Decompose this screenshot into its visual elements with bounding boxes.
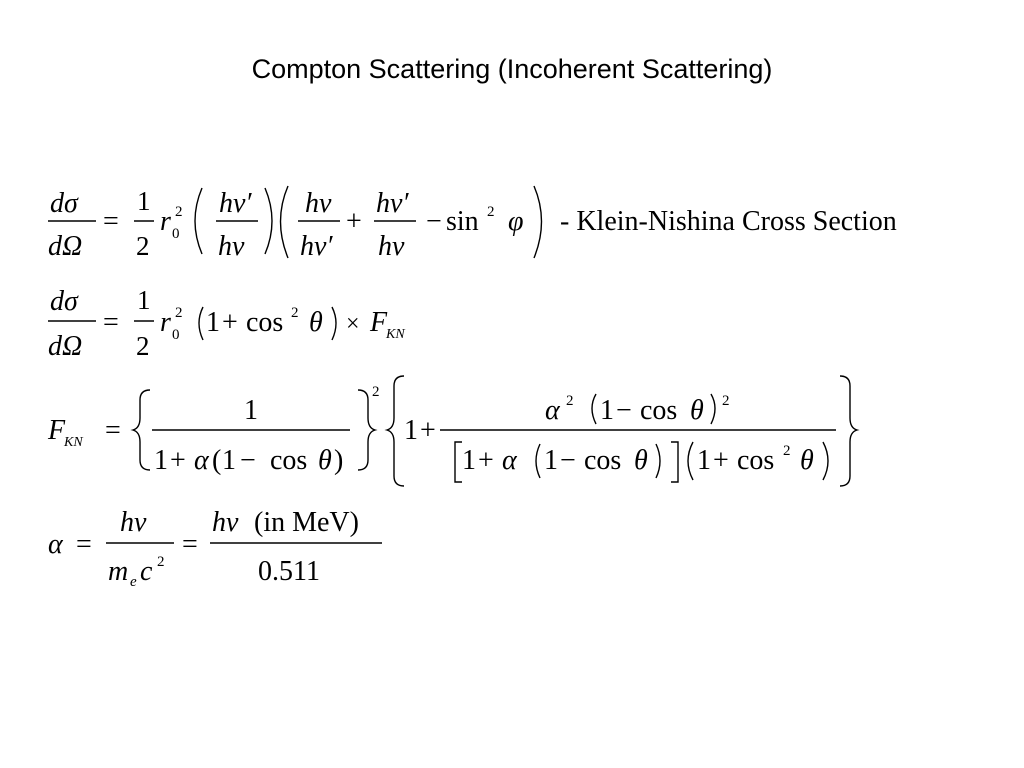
cos-function: cos — [246, 307, 284, 338]
left-paren — [199, 307, 203, 340]
classical-radius-r: r — [160, 206, 171, 237]
half-numerator: 1 — [137, 186, 151, 216]
left-brace — [387, 376, 404, 486]
kn-subscript: KN — [64, 435, 83, 450]
theta-symbol: θ — [634, 445, 648, 476]
plus-sign: + — [713, 445, 729, 476]
one: 1 — [462, 445, 476, 476]
cos-superscript: 2 — [783, 443, 791, 459]
one: 1 — [222, 445, 236, 476]
hnu: hν — [378, 231, 405, 262]
c-superscript: 2 — [157, 554, 165, 570]
theta-symbol: θ — [690, 395, 704, 426]
cos-function: cos — [737, 445, 775, 476]
dsigma-numerator: dσ — [50, 286, 78, 317]
left-paren — [592, 394, 596, 424]
left-paren — [281, 186, 289, 258]
right-brace — [358, 390, 375, 470]
theta-symbol: θ — [318, 445, 332, 476]
f-symbol: F — [48, 415, 66, 446]
cos-function: cos — [270, 445, 308, 476]
plus-sign: + — [170, 445, 186, 476]
equation-alpha-definition — [0, 496, 500, 596]
minus-sign: − — [616, 395, 632, 426]
domega-denominator: dΩ — [48, 331, 83, 362]
domega-denominator: dΩ — [48, 231, 83, 262]
equation-klein-nishina — [0, 178, 1024, 268]
equals-sign: = — [105, 415, 121, 446]
alpha-symbol: α — [194, 445, 209, 476]
r-subscript: 0 — [172, 226, 180, 242]
sin-superscript: 2 — [487, 204, 495, 220]
hnu: hν — [212, 507, 239, 538]
alpha-superscript: 2 — [566, 393, 574, 409]
minus-sign: − — [240, 445, 256, 476]
equation-cross-section-fkn — [0, 280, 500, 370]
right-paren — [823, 442, 828, 480]
kn-subscript: KN — [386, 327, 405, 342]
electron-mass-m: m — [108, 556, 129, 587]
equals-sign: = — [103, 206, 119, 237]
classical-radius-r: r — [160, 307, 171, 338]
r-superscript: 2 — [175, 305, 183, 321]
r-subscript: 0 — [172, 327, 180, 343]
cos-function: cos — [640, 395, 678, 426]
speed-of-light-c: c — [140, 556, 153, 587]
one: 1 — [404, 415, 418, 446]
plus-sign: + — [346, 206, 362, 237]
right-brace — [840, 376, 857, 486]
one: 1 — [544, 445, 558, 476]
alpha-symbol: α — [48, 529, 63, 560]
right-paren — [534, 186, 542, 258]
times-sign: × — [346, 311, 360, 337]
left-brace — [133, 390, 150, 470]
right-paren — [265, 188, 272, 254]
theta-symbol: θ — [800, 445, 814, 476]
equation-fkn-definition — [0, 372, 1024, 492]
hnu: hν — [120, 507, 147, 538]
cos-function: cos — [584, 445, 622, 476]
brace-exponent: 2 — [372, 384, 380, 400]
half-denominator: 2 — [136, 331, 150, 361]
one: 1 — [600, 395, 614, 426]
hnu: hν — [305, 188, 332, 219]
hnu-prime: hν′ — [219, 188, 252, 219]
one: 1 — [244, 395, 258, 426]
equals-sign: = — [182, 529, 198, 560]
equals-sign: = — [76, 529, 92, 560]
plus-sign: + — [222, 307, 238, 338]
alpha-symbol: α — [545, 395, 560, 426]
paren-exponent: 2 — [722, 393, 730, 409]
right-bracket — [671, 442, 678, 482]
slide-title: Compton Scattering (Incoherent Scattering) — [251, 54, 773, 84]
right-paren: ) — [334, 445, 344, 476]
plus-sign: + — [478, 445, 494, 476]
minus-sign: − — [426, 206, 442, 237]
alpha-symbol: α — [502, 445, 517, 476]
phi-symbol: φ — [508, 206, 524, 237]
half-denominator: 2 — [136, 231, 150, 261]
left-paren — [195, 188, 202, 254]
equals-sign: = — [103, 307, 119, 338]
right-paren — [332, 307, 336, 340]
dsigma-numerator: dσ — [50, 188, 78, 219]
left-paren: ( — [212, 445, 222, 476]
plus-sign: + — [420, 415, 436, 446]
one: 1 — [154, 445, 168, 476]
in-mev-note: (in MeV) — [254, 507, 359, 538]
one: 1 — [697, 445, 711, 476]
right-paren — [711, 394, 715, 424]
left-bracket — [455, 442, 462, 482]
electron-rest-energy: 0.511 — [258, 556, 320, 587]
f-symbol: F — [370, 307, 388, 338]
hnu: hν — [218, 231, 245, 262]
one: 1 — [206, 307, 220, 338]
klein-nishina-label: - Klein-Nishina Cross Section — [560, 206, 897, 237]
hnu-prime: hν′ — [376, 188, 409, 219]
right-paren — [656, 444, 660, 478]
sin-function: sin — [446, 206, 479, 237]
hnu-prime: hν′ — [300, 231, 333, 262]
theta-symbol: θ — [309, 307, 323, 338]
minus-sign: − — [560, 445, 576, 476]
r-superscript: 2 — [175, 204, 183, 220]
left-paren — [688, 442, 693, 480]
cos-superscript: 2 — [291, 305, 299, 321]
half-numerator: 1 — [137, 285, 151, 315]
electron-subscript: e — [130, 574, 137, 590]
left-paren — [536, 444, 540, 478]
